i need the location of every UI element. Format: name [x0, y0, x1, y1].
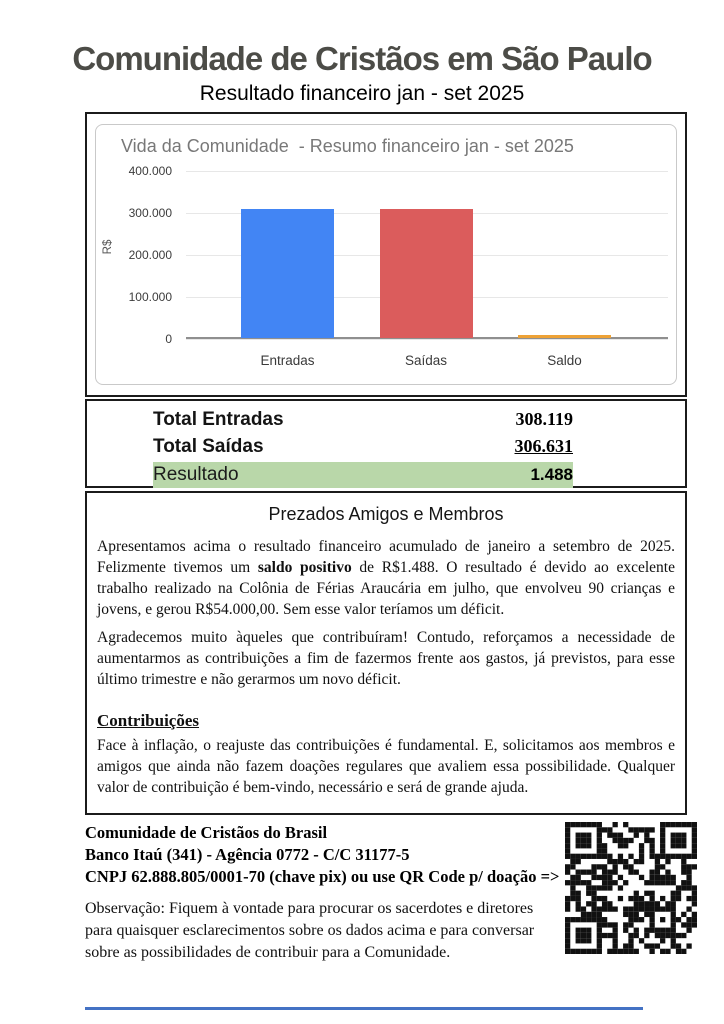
- p1-text: de R$1.488. O resultado é devido ao excelente trabalho realizado na Colônia de Férias Araucária em julho, que envolveu 90 crianças e jovens, e gerou R$54.000,00. Sem esse valor teríamos um déficit.: [97, 559, 675, 618]
- footer-accent-line: [85, 1007, 643, 1010]
- chart-section: [85, 112, 687, 397]
- footer-pix-line: CNPJ 62.888.805/0001-70 (chave pix) ou use QR Code p/ doação =>: [85, 867, 560, 886]
- chart-y-axis-title: R$: [102, 239, 114, 255]
- chart-y-axis: [106, 164, 178, 346]
- letter-paragraph-1: [97, 536, 675, 620]
- x-category-label: Saldo: [547, 353, 582, 368]
- footer-org-name: Comunidade de Cristãos do Brasil: [85, 823, 328, 842]
- letter-heading: Prezados Amigos e Membros: [268, 504, 504, 524]
- row-value: 306.631: [514, 436, 573, 456]
- x-category-label: Saídas: [404, 353, 448, 368]
- page-title: Comunidade de Cristãos em São Paulo: [72, 40, 652, 77]
- row-label: Resultado: [153, 464, 239, 485]
- letter-paragraph-3: Face à inflação, o reajuste das contribuições é fundamental. E, solicitamos aos membros e amigos que ainda não fazem doações regulares que avaliem essa possibilidade. Qualquer valor de contribuição é bem-vindo, necessário e será de grande ajuda.: [97, 737, 675, 796]
- row-value: 1.488: [530, 465, 573, 484]
- summary-table: [85, 399, 687, 488]
- row-label: Total Saídas: [153, 435, 264, 457]
- y-tick-label: 100.000: [128, 290, 172, 304]
- footer-bank-line: Banco Itaú (341) - Agência 0772 - C/C 31177-5: [85, 845, 410, 864]
- chart-bar-1: [241, 209, 334, 338]
- chart-bar-3: [518, 335, 611, 338]
- table-row-resultado: [153, 462, 573, 488]
- letter-section: [85, 491, 687, 815]
- qr-code-donation: [565, 822, 697, 954]
- letter-subheading: Contribuições: [97, 711, 199, 730]
- p1-bold-text: saldo positivo: [257, 559, 352, 576]
- y-tick-label: 0: [165, 332, 172, 346]
- chart-title: Vida da Comunidade - Resumo financeiro jan - set 2025: [121, 136, 574, 156]
- footer: [85, 822, 585, 964]
- letter-paragraph-2: Agradecemos muito àqueles que contribuíram! Contudo, reforçamos a necessidade de aumentarmos as contribuições a fim de fazermos frente aos gastos, já previstos, para esse último trimestre e não gerarmos um novo déficit.: [97, 629, 675, 688]
- row-value: 308.119: [515, 409, 573, 429]
- page-subtitle: Resultado financeiro jan - set 2025: [199, 82, 525, 105]
- y-tick-label: 300.000: [128, 206, 172, 220]
- table-row-saidas: [153, 433, 573, 460]
- p1-text: Apresentamos acima o resultado financeiro acumulado de janeiro a setembro de 2025. Felizmente tivemos um: [97, 538, 675, 576]
- row-label: Total Entradas: [153, 408, 284, 430]
- x-category-label: Entradas: [260, 353, 315, 368]
- gridline: [186, 171, 668, 172]
- chart-plot: [186, 171, 668, 339]
- gridline: [186, 339, 668, 340]
- chart-bar-2: [380, 209, 473, 338]
- chart-x-axis: [186, 353, 668, 373]
- footer-note: Observação: Fiquem à vontade para procurar os sacerdotes e diretores para quaisquer esclarecimentos sobre os dados acima e para conversar sobre as possibilidades de contribuir para a Comunidade.: [85, 900, 535, 961]
- y-tick-label: 200.000: [128, 248, 172, 262]
- y-tick-label: 400.000: [128, 164, 172, 178]
- letter-body: [97, 536, 675, 798]
- chart-frame: [95, 124, 677, 385]
- table-row-entradas: [153, 406, 573, 433]
